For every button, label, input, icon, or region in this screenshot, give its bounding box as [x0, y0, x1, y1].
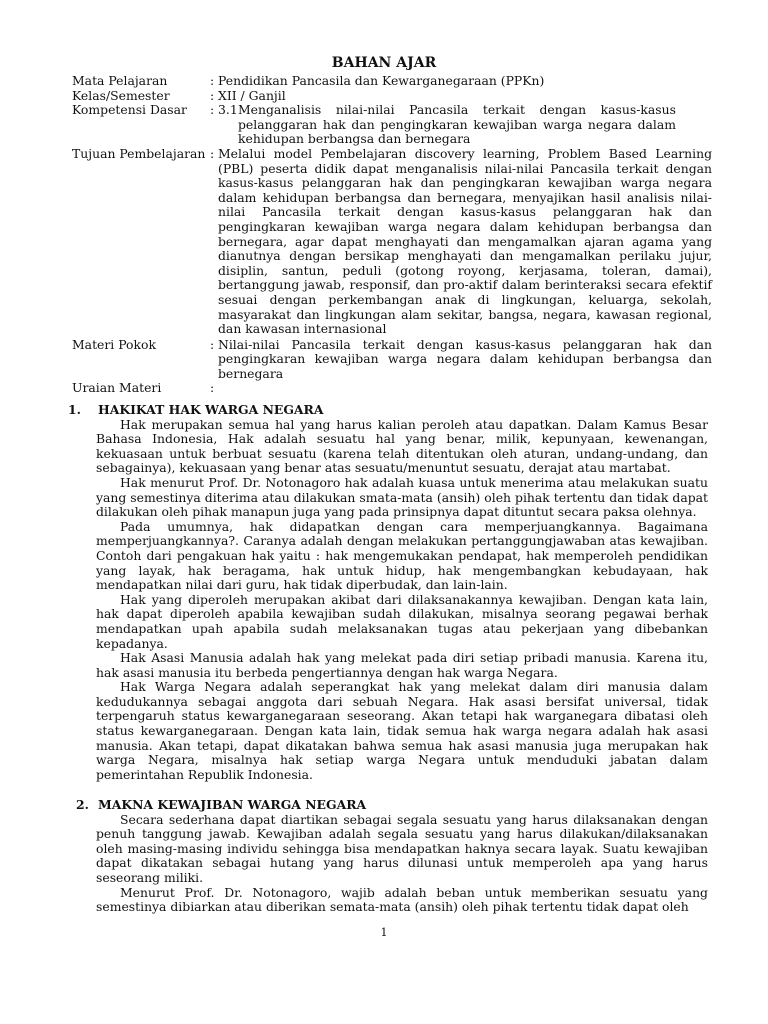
paragraph: Pada umumnya, hak didapatkan dengan cara memperjuangkannya. Bagaimana memperjuangkannya?. Caranya adalah dengan melakukan pertanggungjawaban atas kewajiban. Contoh dari pengakuan hak yaitu : hak mengemukakan pendapat, hak memperoleh pendidikan yang layak, hak beragama, hak untuk hidup, hak mengembangkan kebudayaan, hak mendapatkan nilai dari guru, hak tidak diperbudak, dan lain-lain. — [96, 518, 708, 593]
paragraph: Hak yang diperoleh merupakan akibat dari dilaksanakannya kewajiban. Dengan kata lain, hak dapat diperoleh apabila kewajiban sudah dilakukan, misalnya seorang pegawai berhak mendapatkan upah apabila sudah melaksanakan tugas atau pekerjaan yang dibebankan kepadanya. — [96, 591, 708, 651]
meta-value: Melalui model Pembelajaran discovery learning, Problem Based Learning (PBL) peserta didik dapat menganalisis nilai-nilai Pancasila terkait dengan kasus-kasus pelanggaran hak dan pengingkaran kewajiban warga negara dalam kehidupan berbangsa dan bernegara, menyajikan hasil analisis nilai-nilai Pancasila terkait dengan kasus-kasus pelanggaran hak dan pengingkaran kewajiban warga negara dalam kehidupan berbangsa dan bernegara, agar dapat menghayati dan mengamalkan ajaran agama yang dianutnya dengan bersikap menghayati dan mengamalkan perilaku jujur, disiplin, santun, peduli (gotong royong, kerjasama, toleran, damai), bertanggung jawab, responsif, dan pro-aktif dalam berinteraksi secara efektif sesuai dengan perkembangan anak di lingkungan, keluarga, sekolah, masyarakat dan lingkungan alam sekitar, bangsa, negara, kawasan regional, dan kawasan internasional — [218, 145, 712, 337]
section-number: 2. — [76, 797, 89, 812]
section-title: MAKNA KEWAJIBAN WARGA NEGARA — [98, 797, 367, 812]
meta-label: Mata Pelajaran — [72, 73, 168, 88]
kd-number: 3.1 — [218, 102, 238, 118]
meta-row-kelas-semester: Kelas/Semester : XII / Ganjil — [72, 89, 712, 104]
meta-label: Kelas/Semester — [72, 87, 170, 103]
document-title: BAHAN AJAR — [331, 55, 437, 71]
section-hakikat-hak — [0, 403, 768, 782]
metadata-block — [72, 74, 712, 396]
meta-value: Pendidikan Pancasila dan Kewarganegaraan (PPKn) — [218, 73, 545, 88]
section-number: 1. — [68, 402, 81, 417]
meta-row-uraian-materi: Uraian Materi : — [72, 381, 712, 396]
meta-row-tujuan-pembelajaran: Tujuan Pembelajaran : Melalui model Pembelajaran discovery learning, Problem Based Learning (PBL) peserta didik dapat menganalisis nilai-nilai Pancasila terkait dengan kasus-kasus pelanggaran hak dan pengingkaran kewajiban warga negara dalam kehidupan berbangsa dan bernegara, menyajikan hasil analisis nilai-nilai Pancasila terkait dengan kasus-kasus pelanggaran hak dan pengingkaran kewajiban warga negara dalam kehidupan berbangsa dan bernegara, agar dapat menghayati dan mengamalkan ajaran agama yang dianutnya dengan bersikap menghayati dan mengamalkan perilaku jujur, disiplin, santun, peduli (gotong royong, kerjasama, toleran, damai), bertanggung jawab, responsif, dan pro-aktif dalam berinteraksi secara efektif sesuai dengan perkembangan anak di lingkungan, keluarga, sekolah, masyarakat dan lingkungan alam sekitar, bangsa, negara, kawasan regional, dan kawasan internasional — [72, 145, 712, 337]
paragraph: Menurut Prof. Dr. Notonagoro, wajib adalah beban untuk memberikan sesuatu yang semestinya dibiarkan atau diberikan semata-mata (ansih) oleh pihak tertentu tidak dapat oleh — [96, 884, 708, 915]
meta-label: Kompetensi Dasar — [72, 102, 187, 118]
paragraph: Secara sederhana dapat diartikan sebagai segala sesuatu yang harus dilaksanakan dengan penuh tanggung jawab. Kewajiban adalah segala sesuatu yang harus dilakukan/dilaksanakan oleh masing-masing individu sehingga bisa mendapatkan haknya secara layak. Suatu kewajiban dapat dikatakan sebagai hutang yang harus dilunasi untuk memperoleh apa yang harus seseorang miliki. — [96, 811, 708, 885]
meta-row-kompetensi-dasar: Kompetensi Dasar : 3.1Menganalisis nilai-nilai Pancasila terkait dengan kasus-kasus pelanggaran hak dan pengingkaran kewajiban warga negara dalam kehidupan berbangsa dan bernegara — [72, 103, 712, 147]
paragraph: Hak menurut Prof. Dr. Notonagoro hak adalah kuasa untuk menerima atau melakukan suatu yang semestinya diterima atau dilakukan smata-mata (ansih) oleh pihak tertentu dan tidak dapat dilakukan oleh pihak manapun juga yang pada prinsipnya dapat dituntut secara paksa olehnya. — [96, 474, 708, 520]
paragraph: Hak Warga Negara adalah seperangkat hak yang melekat dalam diri manusia dalam kedudukannya sebagai anggota dari sebuah Negara. Hak asasi bersifat universal, tidak terpengaruh status kewarganegaraan seseorang. Akan tetapi hak warganegara dibatasi oleh status kewarganegaraan. Dengan kata lain, tidak semua hak warga negara adalah hak asasi manusia. Akan tetapi, dapat dikatakan bahwa semua hak asasi manusia juga merupakan hak warga Negara, misalnya hak setiap warga Negara untuk menduduki jabatan dalam pemerintahan Republik Indonesia. — [96, 679, 708, 782]
meta-label: Tujuan Pembelajaran — [72, 145, 206, 161]
paragraph: Hak merupakan semua hal yang harus kalian peroleh atau dapatkan. Dalam Kamus Besar Bahasa Indonesia, Hak adalah sesuatu hal yang benar, milik, kepunyaan, kewenangan, kekuasaan untuk berbuat sesuatu (karena telah ditentukan oleh aturan, undang-undang, dan sebagainya), kekuasaan yang benar atas sesuatu/menuntut sesuatu, derajat atau martabat. — [96, 416, 708, 476]
section-heading — [0, 798, 768, 813]
meta-label: Materi Pokok — [72, 336, 156, 352]
meta-value — [218, 381, 712, 396]
kd-text: Menganalisis nilai-nilai Pancasila terkait dengan kasus-kasus pelanggaran hak dan pengingkaran kewajiban warga negara dalam kehidupan berbangsa dan bernegara — [238, 102, 676, 147]
section-makna-kewajiban — [0, 798, 768, 915]
paragraph: Hak Asasi Manusia adalah hak yang melekat pada diri setiap pribadi manusia. Karena itu, hak asasi manusia itu berbeda pengertiannya dengan hak warga Negara. — [96, 650, 708, 680]
meta-row-materi-pokok: Materi Pokok : Nilai-nilai Pancasila terkait dengan kasus-kasus pelanggaran hak dan pengingkaran kewajiban warga negara dalam kehidupan berbangsa dan bernegara — [72, 336, 712, 381]
meta-value: XII / Ganjil — [218, 87, 286, 103]
page-number: 1 — [380, 926, 388, 939]
section-heading — [0, 403, 768, 418]
meta-value — [218, 103, 712, 147]
meta-value: Nilai-nilai Pancasila terkait dengan kasus-kasus pelanggaran hak dan pengingkaran kewajiban warga negara dalam kehidupan berbangsa dan bernegara — [218, 336, 712, 381]
section-title: HAKIKAT HAK WARGA NEGARA — [98, 402, 324, 417]
meta-label: Uraian Materi — [72, 380, 162, 396]
meta-row-mata-pelajaran: Mata Pelajaran : Pendidikan Pancasila dan Kewarganegaraan (PPKn) — [72, 74, 712, 89]
